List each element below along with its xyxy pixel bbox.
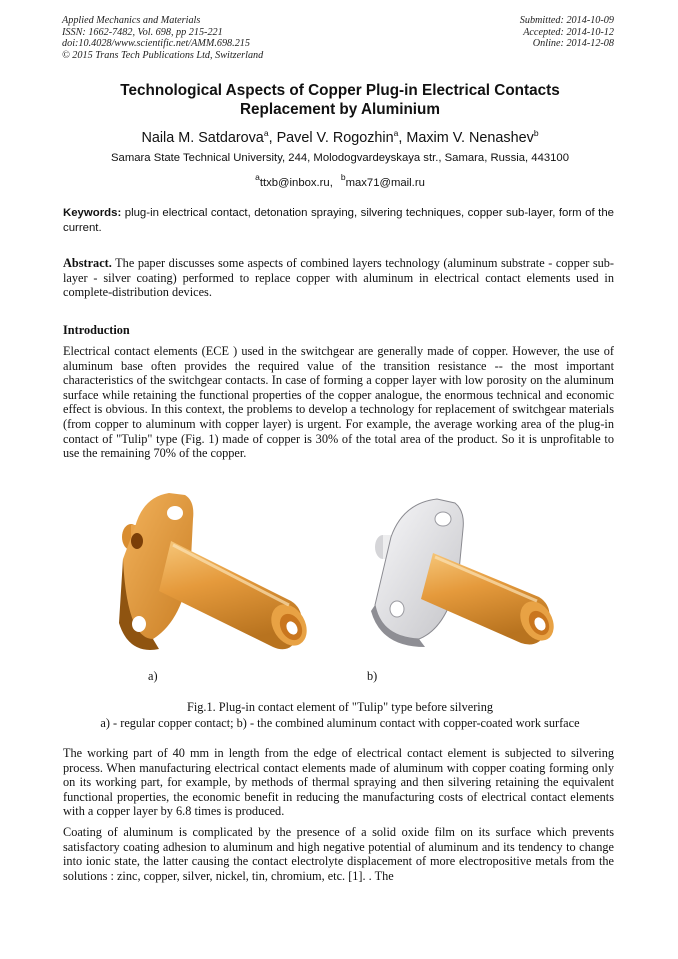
affiliation: Samara State Technical University, 244, Molodogvardeyskaya str., Samara, Russia, 443100: [111, 152, 569, 164]
title-line-2: Replacement by Aluminium: [239, 100, 441, 118]
body-paragraph: The working part of 40 mm in length from the edge of electrical contact element is subjected to silvering process. When manufacturing electrical contact elements made of aluminum with copper coating forming only on its working part, for example, by methods of thermal spraying and then silvering retaining the equivalent functional properties, the economic benefit in reducing the manufacturing costs of electrical contact elements with a copper layer by 6.8 times is produced.: [63, 746, 614, 819]
author-name: Maxim V. Nenashev: [406, 130, 534, 146]
author-name: Pavel V. Rogozhin: [276, 130, 394, 146]
body-paragraph: Electrical contact elements (ECE ) used in the switchgear are generally made of copper. However, the use of aluminum base often provides the required value of the transition resistance -- the most important characteristics of the switchgear contacts. In case of forming a copper layer with low porosity on the aluminum surface while retaining the functional properties of the copper analogue, the enormous technical and economic effect is obvious. In this context, the problems to develop a technology for replacement of switchgear materials (from copper to aluminum with copper layer) is urgent. For example, the average working area of the plug-in contact of "Tulip" type (Fig. 1) made of copper is 30% of the total area of the product. So it is unprofitable to use the remaining 70% of the copper.: [63, 344, 614, 461]
keywords-text: plug-in electrical contact, detonation spraying, silvering techniques, copper sub-layer, form of the current.: [63, 207, 614, 234]
title-line-1: Technological Aspects of Copper Plug-in Electrical Contacts: [120, 82, 560, 99]
author-name: Naila M. Satdarova: [141, 130, 264, 146]
author-affiliation-mark: b: [533, 128, 539, 138]
abstract-label: Abstract.: [63, 256, 112, 270]
section-heading-introduction: Introduction: [63, 323, 130, 337]
figure-label-b: b): [367, 669, 378, 683]
keywords: [63, 206, 614, 235]
journal-header: [62, 15, 263, 61]
email-link[interactable]: ttxb@inbox.ru,: [259, 177, 333, 189]
keywords-label: Keywords:: [63, 207, 122, 219]
figure-image-aluminum-contact: [367, 487, 564, 661]
figure-label-a: a): [148, 669, 158, 683]
author-affiliation-mark: a: [393, 128, 399, 138]
accepted-date: Accepted: 2014-10-12: [523, 26, 614, 38]
author-list: Naila M. Satdarova$^a$, Pavel V. Rogozhin$^a$, Maxim V. Nenashev$^b$: [141, 128, 539, 146]
body-paragraph: Coating of aluminum is complicated by the presence of a solid oxide film on its surface which prevents satisfactory coating adhesion to aluminum and high negative potential of aluminum and its tendency to change into ionic state, the latter causing the contact electrolyte displacement of more electropositive metals from the solutions : zinc, copper, silver, nickel, tin, chromium, etc. [1]. . The: [63, 825, 614, 883]
dates-header: [520, 15, 614, 50]
journal-copyright: © 2015 Trans Tech Publications Ltd, Switzerland: [62, 49, 264, 61]
email-link[interactable]: max71@mail.ru: [345, 177, 425, 189]
online-date: Online: 2014-12-08: [532, 38, 614, 50]
abstract: [63, 256, 614, 300]
figure-image-copper-contact: [113, 489, 319, 663]
figure-caption: Fig.1. Plug-in contact element of "Tulip" type before silvering: [186, 700, 494, 714]
submitted-date: Submitted: 2014-10-09: [519, 15, 614, 26]
journal-issn: ISSN: 1662-7482, Vol. 698, pp 215-221: [62, 26, 223, 38]
figure-caption-detail: a) - regular copper contact; b) - the combined aluminum contact with copper-coated work surface: [100, 716, 580, 730]
journal-name: Applied Mechanics and Materials: [62, 15, 201, 26]
author-emails: $^a$ttxb@inbox.ru, $^b$max71@mail.ru: [255, 172, 425, 189]
paper-title: [60, 82, 620, 119]
abstract-text: The paper discusses some aspects of combined layers technology (aluminum substrate - copper sub-layer - silver coating) performed to replace copper with aluminum in electrical contact elements used in complete-distribution devices.: [63, 256, 615, 300]
journal-doi: doi:10.4028/www.scientific.net/AMM.698.215: [62, 38, 250, 50]
author-affiliation-mark: a: [263, 128, 269, 138]
